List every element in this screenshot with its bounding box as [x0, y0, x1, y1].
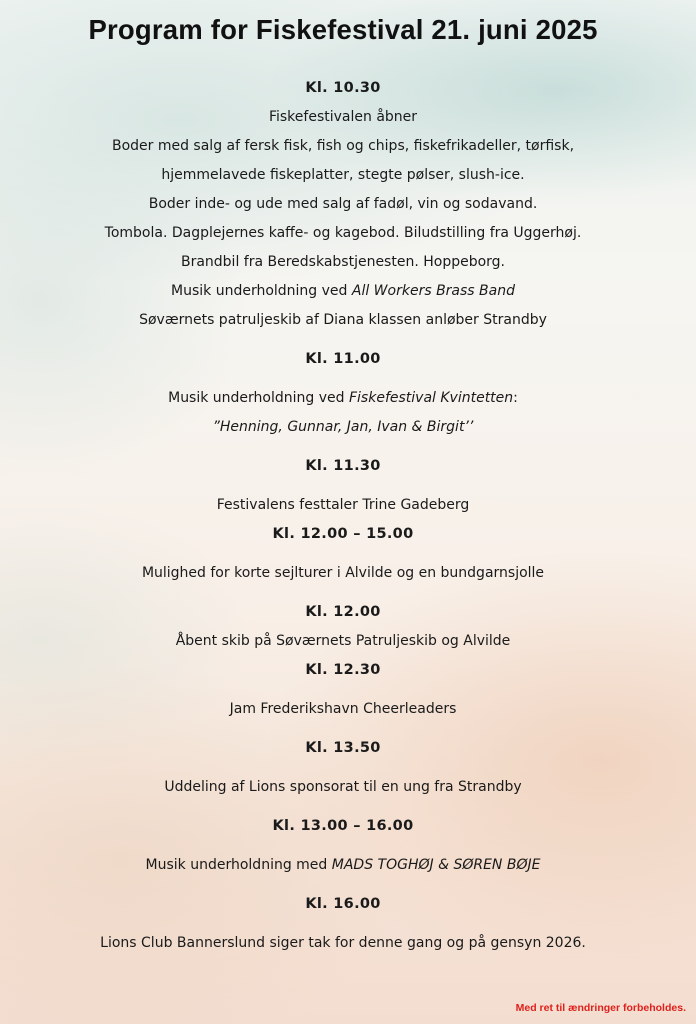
time-heading: Kl. 11.00 [305, 351, 381, 367]
program-line: Boder med salg af fersk fisk, fish og chips, fiskefrikadeller, tørfisk, [111, 138, 575, 154]
program-line: Tombola. Dagplejernes kaffe- og kagebod. Biludstilling fra Uggerhøj. [104, 225, 582, 241]
time-heading: Kl. 11.30 [305, 458, 381, 474]
time-heading: Kl. 16.00 [305, 896, 381, 912]
program-line: Åbent skib på Søværnets Patruljeskib og Alvilde [175, 633, 511, 649]
spacer [0, 685, 686, 695]
program-line: Mulighed for korte sejlturer i Alvilde og en bundgarnsjolle [141, 565, 545, 581]
line-suffix: : [513, 390, 518, 406]
spacer [0, 588, 686, 598]
program-line: Søværnets patruljeskib af Diana klassen anløber Strandby [139, 312, 547, 328]
time-heading: Kl. 13.50 [305, 740, 381, 756]
spacer [0, 919, 686, 929]
performer-members: ”Henning, Gunnar, Jan, Ivan & Birgit’’ [212, 419, 474, 435]
performer-name: MADS TOGHØJ & SØREN BØJE [331, 857, 541, 873]
spacer [0, 880, 686, 890]
performer-name: All Workers Brass Band [351, 283, 515, 299]
program-line [0, 413, 686, 442]
program-line: Uddeling af Lions sponsorat til en ung fra Strandby [164, 779, 522, 795]
spacer [0, 841, 686, 851]
spacer [0, 763, 686, 773]
program-line: Brandbil fra Beredskabstjenesten. Hoppeborg. [180, 254, 506, 270]
line-prefix: Musik underholdning ved [171, 283, 352, 299]
time-heading: Kl. 10.30 [305, 80, 381, 96]
time-heading: Kl. 12.00 – 15.00 [272, 526, 414, 542]
program-line: Boder inde- og ude med salg af fadøl, vin og sodavand. [148, 196, 538, 212]
time-heading: Kl. 12.00 [305, 604, 381, 620]
spacer [0, 442, 686, 452]
spacer [0, 724, 686, 734]
program-line: Lions Club Bannerslund siger tak for denne gang og på gensyn 2026. [100, 935, 586, 951]
program-list [0, 74, 686, 958]
time-heading: Kl. 12.30 [305, 662, 381, 678]
spacer [0, 335, 686, 345]
program-line: Fiskefestivalen åbner [268, 109, 418, 125]
program-line: Jam Frederikshavn Cheerleaders [229, 701, 457, 717]
program-line [0, 277, 686, 306]
program-line: Festivalens festtaler Trine Gadeberg [216, 497, 470, 513]
line-prefix: Musik underholdning med [145, 857, 332, 873]
spacer [0, 802, 686, 812]
disclaimer-note: Med ret til ændringer forbeholdes. [515, 1002, 686, 1014]
program-line: hjemmelavede fiskeplatter, stegte pølser, slush-ice. [161, 167, 525, 183]
time-heading: Kl. 13.00 – 16.00 [272, 818, 414, 834]
performer-name: Fiskefestival Kvintetten [348, 390, 514, 406]
program-line [0, 384, 686, 413]
spacer [0, 549, 686, 559]
program-line [0, 851, 686, 880]
spacer [0, 481, 686, 491]
line-prefix: Musik underholdning ved [168, 390, 349, 406]
page-title: Program for Fiskefestival 21. juni 2025 [88, 14, 598, 45]
spacer [0, 374, 686, 384]
